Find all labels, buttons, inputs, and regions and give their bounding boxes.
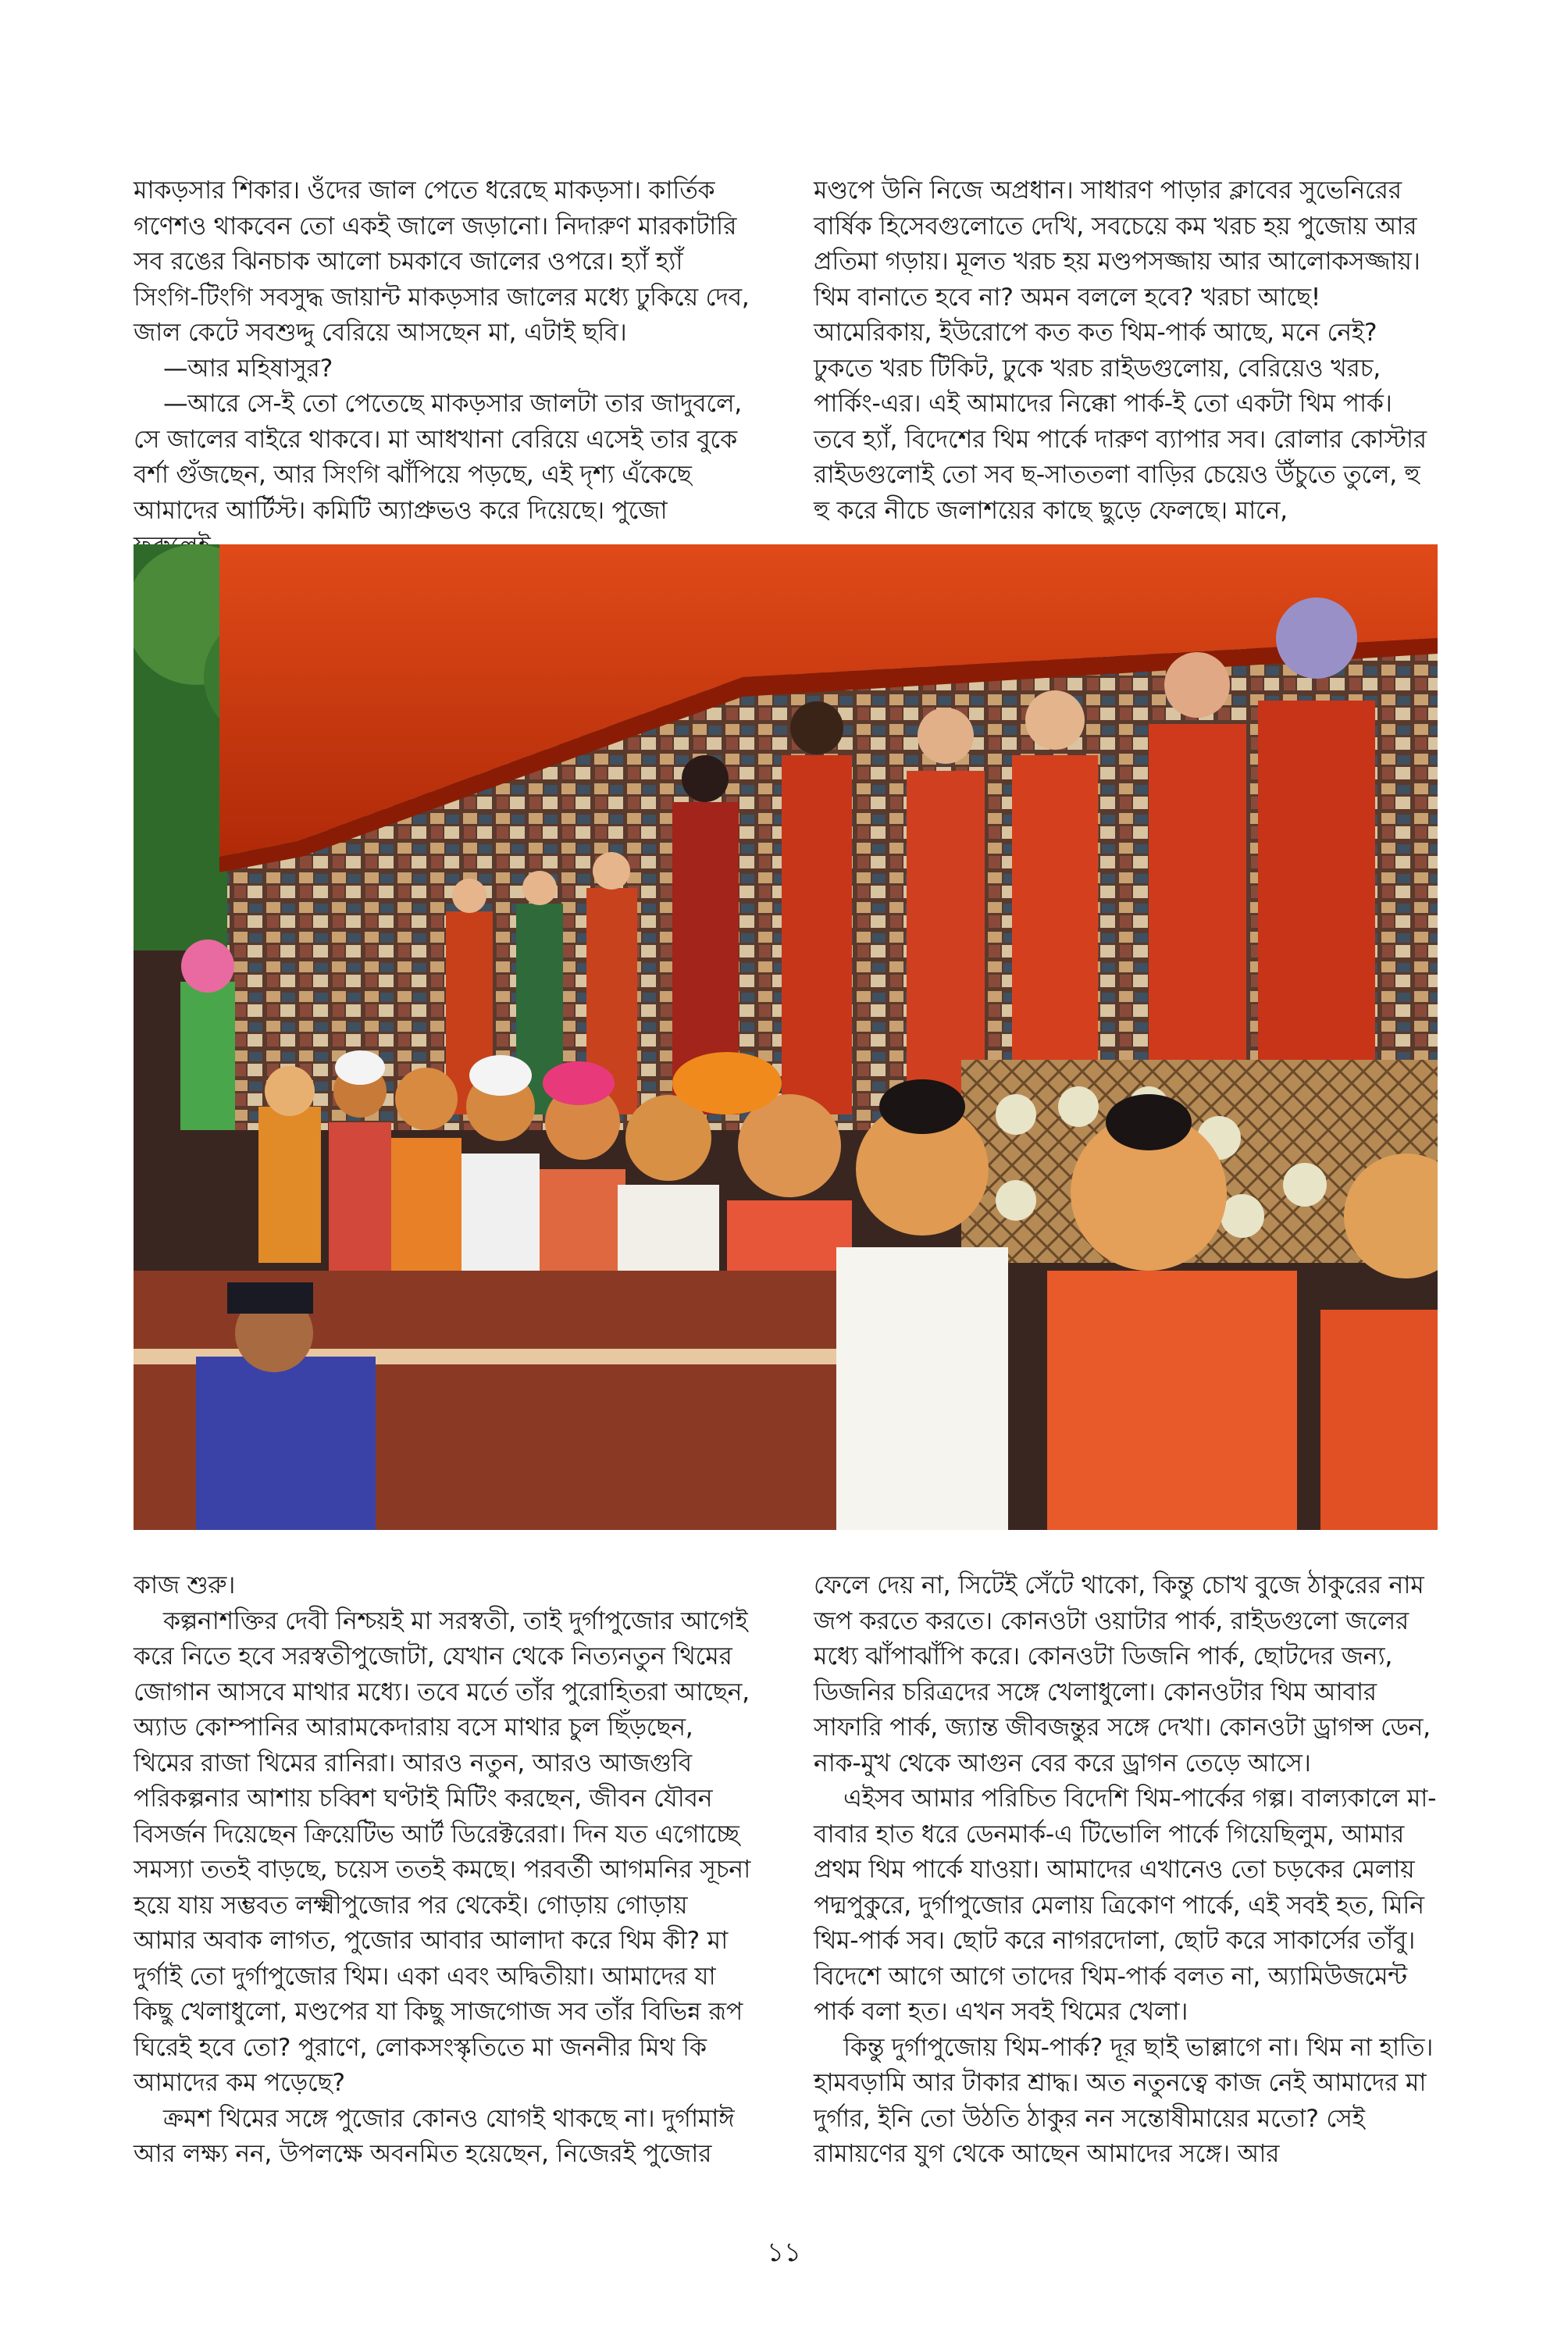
paragraph: মণ্ডপে উনি নিজে অপ্রধান। সাধারণ পাড়ার ক্লাবের সুভেনিরের বার্ষিক হিসেবগুলোতে দেখি, সবচেয়ে কম খরচ হয় পুজোয় আর প্রতিমা গড়ায়। মূলত খরচ হয় মণ্ডপসজ্জায় আর আলোকসজ্জায়। থিম বানাতে হবে না? অমন বললে হবে? খরচা আছে! আমেরিকায়, ইউরোপে কত কত থিম-পার্ক আছে, মনে নেই? ঢুকতে খরচ টিকিট, ঢুকে খরচ রাইডগুলোয়, বেরিয়েও খরচ, পার্কিং-এর। এই আমাদের নিক্কো পার্ক-ই তো একটা থিম পার্ক। তবে হ্যাঁ, বিদেশের থিম পার্কে দারুণ ব্যাপার সব। রোলার কোস্টার রাইডগুলোই তো সব ছ-সাততলা বাড়ির চেয়েও উঁচুতে তুলে, হু হু করে নীচে জলাশয়ের কাছে ছুড়ে ফেলছে। মানে, (814, 177, 1427, 525)
paragraph: কাজ শুরু। (134, 1571, 236, 1599)
page-number: ১১ (766, 2237, 802, 2268)
paragraph: কল্পনাশক্তির দেবী নিশ্চয়ই মা সরস্বতী, তাই দুর্গাপুজোর আগেই করে নিতে হবে সরস্বতীপুজোটা, যেখান থেকে নিত্যনতুন থিমের জোগান আসবে মাথার মধ্যে। তবে মর্তে তাঁর পুরোহিতরা আছেন, অ্যাড কোম্পানির আরামকেদারায় বসে মাথার চুল ছিঁড়ছেন, থিমের রাজা থিমের রানিরা। আরও নতুন, আরও আজগুবি পরিকল্পনার আশায় চব্বিশ ঘণ্টাই মিটিং করছেন, জীবন যৌবন বিসর্জন দিয়েছেন ক্রিয়েটিভ আর্ট ডিরেক্টরেরা। দিন যত এগোচ্ছে সমস্যা ততই বাড়ছে, চয়েস ততই কমছে। পরবর্তী আগমনির সূচনা হয়ে যায় সম্ভবত লক্ষ্মীপুজোর পর থেকেই। গোড়ায় গোড়ায় আমার অবাক লাগত, পুজোর আবার আলাদা করে থিম কী? মা দুর্গাই তো দুর্গাপুজোর থিম। একা এবং অদ্বিতীয়া। আমাদের যা কিছু খেলাধুলো, মণ্ডপের যা কিছু সাজগোজ সব তাঁর বিভিন্ন রূপ ঘিরেই হবে তো? পুরাণে, লোকসংস্কৃতিতে মা জননীর মিথ কি আমাদের কম পড়েছে? (134, 1606, 750, 2097)
text-column-bottom-left (134, 1568, 750, 2173)
text-column-top-right (814, 173, 1438, 529)
text-column-bottom-right (814, 1568, 1438, 2173)
paragraph: ক্রমশ থিমের সঙ্গে পুজোর কোনও যোগই থাকছে না। দুর্গামাঈ আর লক্ষ্য নন, উপলক্ষে অবনমিত হয়েছেন, নিজেরই পুজোর (134, 2104, 735, 2168)
paragraph: —আরে সে-ই তো পেতেছে মাকড়সার জালটা তার জাদুবলে, সে জালের বাইরে থাকবে। মা আধখানা বেরিয়ে এসেই তার বুকে বর্শা গুঁজছেন, আর সিংগি ঝাঁপিয়ে পড়ছে, এই দৃশ্য এঁকেছে আমাদের আর্টিস্ট। কমিটি অ্যাপ্রুভও করে দিয়েছে। পুজো (134, 390, 742, 525)
paragraph: ফেলে দেয় না, সিটেই সেঁটে থাকো, কিন্তু চোখ বুজে ঠাকুরের নাম জপ করতে করতে। কোনওটা ওয়াটার পার্ক, রাইডগুলো জলের মধ্যে ঝাঁপাঝাঁপি করে। কোনওটা ডিজনি পার্ক, ছোটদের জন্য, ডিজনির চরিত্রদের সঙ্গে খেলাধুলো। কোনওটার থিম আবার সাফারি পার্ক, জ্যান্ত জীবজন্তুর সঙ্গে দেখা। কোনওটা ড্রাগন্স ডেন, নাক-মুখ থেকে আগুন বের করে ড্রাগন তেড়ে আসে। (814, 1571, 1431, 1778)
durga-puja-pandal-photo (134, 544, 1438, 1530)
text-column-top-left (134, 173, 750, 565)
paragraph: এইসব আমার পরিচিত বিদেশি থিম-পার্কের গল্প। বাল্যকালে মা-বাবার হাত ধরে ডেনমার্ক-এ টিভোলি পার্কে গিয়েছিলুম, আমার প্রথম থিম পার্কে যাওয়া। আমাদের এখানেও তো চড়কের মেলায় পদ্মপুকুরে, দুর্গাপুজোর মেলায় ত্রিকোণ পার্কে, এই সবই হত, মিনি থিম-পার্ক সব। ছোট করে নাগরদোলা, ছোট করে সাকার্সের তাঁবু। বিদেশে আগে আগে তাদের থিম-পার্ক বলত না, অ্যামিউজমেন্ট পার্ক বলা হত। এখন সবই থিমের খেলা। (814, 1785, 1437, 2026)
paragraph: —আর মহিষাসুর? (163, 354, 333, 383)
paragraph: কিন্তু দুর্গাপুজোয় থিম-পার্ক? দূর ছাই ভাল্লাগে না। থিম না হাতি। হামবড়ামি আর টাকার শ্রাদ্ধ। অত নতুনত্বে কাজ নেই আমাদের মা দুর্গার, ইনি তো উঠতি ঠাকুর নন সন্তোষীমায়ের মতো? সেই রামায়ণের যুগ থেকে আছেন আমাদের সঙ্গে। আর (814, 2033, 1434, 2168)
paragraph: মাকড়সার শিকার। ওঁদের জাল পেতে ধরেছে মাকড়সা। কার্তিক গণেশও থাকবেন তো একই জালে জড়ানো। নিদারুণ মারকাটারি সব রঙের ঝিনচাক আলো চমকাবে জালের ওপরে। হ্যাঁ হ্যাঁ সিংগি-টিংগি সবসুদ্ধ জায়ান্ট মাকড়সার জালের মধ্যে ঢুকিয়ে দেব, জাল কেটে সবশুদ্দু বেরিয়ে আসছেন মা, এটাই ছবি। (134, 177, 750, 347)
